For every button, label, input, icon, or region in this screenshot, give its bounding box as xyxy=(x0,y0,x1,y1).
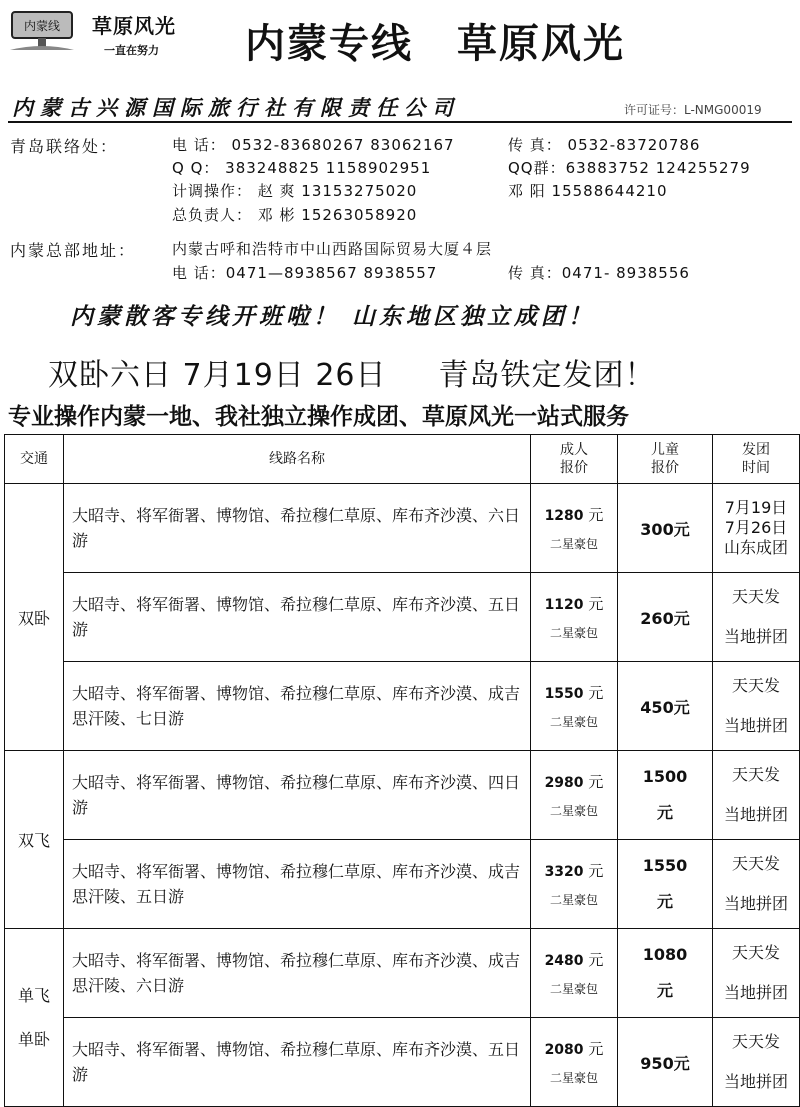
child-price-cell: 1080 元 xyxy=(618,929,713,1018)
child-price-cell: 300元 xyxy=(618,484,713,573)
table-row xyxy=(5,1018,800,1107)
route-cell: 大昭寺、将军衙署、博物馆、希拉穆仁草原、库布齐沙漠、成吉思汗陵、六日游 xyxy=(64,929,531,1018)
qingdao-qq: Q Q： 383248825 1158902951 xyxy=(172,159,432,177)
adult-price-cell: 3320 元 二星豪包 xyxy=(531,840,618,929)
logo xyxy=(4,4,194,66)
service-tagline: 专业操作内蒙一地、我社独立操作成团、草原风光一站式服务 xyxy=(8,404,629,430)
route-cell: 大昭寺、将军衙署、博物馆、希拉穆仁草原、库布齐沙漠、五日游 xyxy=(64,1018,531,1107)
departure-cell: 天天发 当地拼团 xyxy=(713,929,800,1018)
qingdao-manager: 总负责人： 邓 彬 15263058920 xyxy=(172,206,418,224)
hq-label: 内蒙总部地址： xyxy=(10,241,137,260)
adult-price-cell: 2480 元 二星豪包 xyxy=(531,929,618,1018)
traffic-cell: 双卧 xyxy=(5,484,64,751)
route-cell: 大昭寺、将军衙署、博物馆、希拉穆仁草原、库布齐沙漠、成吉思汗陵、五日游 xyxy=(64,840,531,929)
table-row xyxy=(5,751,800,840)
adult-price-cell: 1550 元 二星豪包 xyxy=(531,662,618,751)
traffic-cell: 双飞 xyxy=(5,751,64,929)
hq-fax: 传 真：0471- 8938556 xyxy=(508,264,690,282)
table-row xyxy=(5,929,800,1018)
header-child: 儿童 报价 xyxy=(618,435,713,484)
departure-cell: 天天发 当地拼团 xyxy=(713,751,800,840)
departure-cell: 天天发 当地拼团 xyxy=(713,840,800,929)
departure-cell: 天天发 当地拼团 xyxy=(713,662,800,751)
title-left: 内蒙专线 xyxy=(245,20,413,67)
logo-slogan: 一直在努力 xyxy=(104,44,159,57)
adult-price-cell: 1280 元 二星豪包 xyxy=(531,484,618,573)
child-price-cell: 450元 xyxy=(618,662,713,751)
child-price-cell: 260元 xyxy=(618,573,713,662)
promo-slogan: 内蒙散客专线开班啦！ 山东地区独立成团！ xyxy=(70,303,596,330)
qingdao-operator: 计调操作： 赵 爽 13153275020 xyxy=(172,182,418,200)
company-name: 内蒙古兴源国际旅行社有限责任公司 xyxy=(12,95,460,120)
qingdao-fax: 传 真： 0532-83720786 xyxy=(508,136,701,154)
child-price-cell: 1500 元 xyxy=(618,751,713,840)
table-row xyxy=(5,840,800,929)
adult-price-cell: 2080 元 二星豪包 xyxy=(531,1018,618,1107)
qingdao-label: 青岛联络处： xyxy=(10,137,119,156)
signpost-icon xyxy=(10,8,74,52)
route-cell: 大昭寺、将军衙署、博物馆、希拉穆仁草原、库布齐沙漠、六日游 xyxy=(64,484,531,573)
table-row xyxy=(5,573,800,662)
header-adult: 成人 报价 xyxy=(531,435,618,484)
route-cell: 大昭寺、将军衙署、博物馆、希拉穆仁草原、库布齐沙漠、四日游 xyxy=(64,751,531,840)
header-divider xyxy=(8,121,792,123)
child-price-cell: 950元 xyxy=(618,1018,713,1107)
table-row xyxy=(5,662,800,751)
license-number: 许可证号：L-NMG00019 xyxy=(624,103,762,117)
departure-banner xyxy=(48,350,656,394)
adult-price-cell: 2980 元 二星豪包 xyxy=(531,751,618,840)
qingdao-qq-group: QQ群：63883752 124255279 xyxy=(508,159,751,177)
departure-dates: 双卧六日 7月19日 26日 xyxy=(48,358,387,393)
logo-name: 草原风光 xyxy=(92,14,176,38)
route-cell: 大昭寺、将军衙署、博物馆、希拉穆仁草原、库布齐沙漠、五日游 xyxy=(64,573,531,662)
departure-cell: 天天发 当地拼团 xyxy=(713,1018,800,1107)
routes-table xyxy=(4,434,800,1107)
qingdao-phone: 电 话： 0532-83680267 83062167 xyxy=(172,136,455,154)
header-departure: 发团 时间 xyxy=(713,435,800,484)
table-header-row xyxy=(5,435,800,484)
hq-address: 内蒙古呼和浩特市中山西路国际贸易大厦４层 xyxy=(172,240,493,258)
header-route: 线路名称 xyxy=(64,435,531,484)
route-cell: 大昭寺、将军衙署、博物馆、希拉穆仁草原、库布齐沙漠、成吉思汗陵、七日游 xyxy=(64,662,531,751)
departure-cell: 7月19日 7月26日 山东成团 xyxy=(713,484,800,573)
departure-guarantee: 青岛铁定发团！ xyxy=(438,358,656,393)
qingdao-operator-2: 邓 阳 15588644210 xyxy=(508,182,668,200)
logo-sign-text: 内蒙线 xyxy=(23,19,61,33)
child-price-cell: 1550 元 xyxy=(618,840,713,929)
departure-cell: 天天发 当地拼团 xyxy=(713,573,800,662)
header-traffic: 交通 xyxy=(5,435,64,484)
page-title xyxy=(245,12,625,69)
traffic-cell: 单飞 单卧 xyxy=(5,929,64,1107)
table-row xyxy=(5,484,800,573)
hq-phone: 电 话：0471—8938567 8938557 xyxy=(172,264,438,282)
title-right: 草原风光 xyxy=(457,20,625,67)
adult-price-cell: 1120 元 二星豪包 xyxy=(531,573,618,662)
